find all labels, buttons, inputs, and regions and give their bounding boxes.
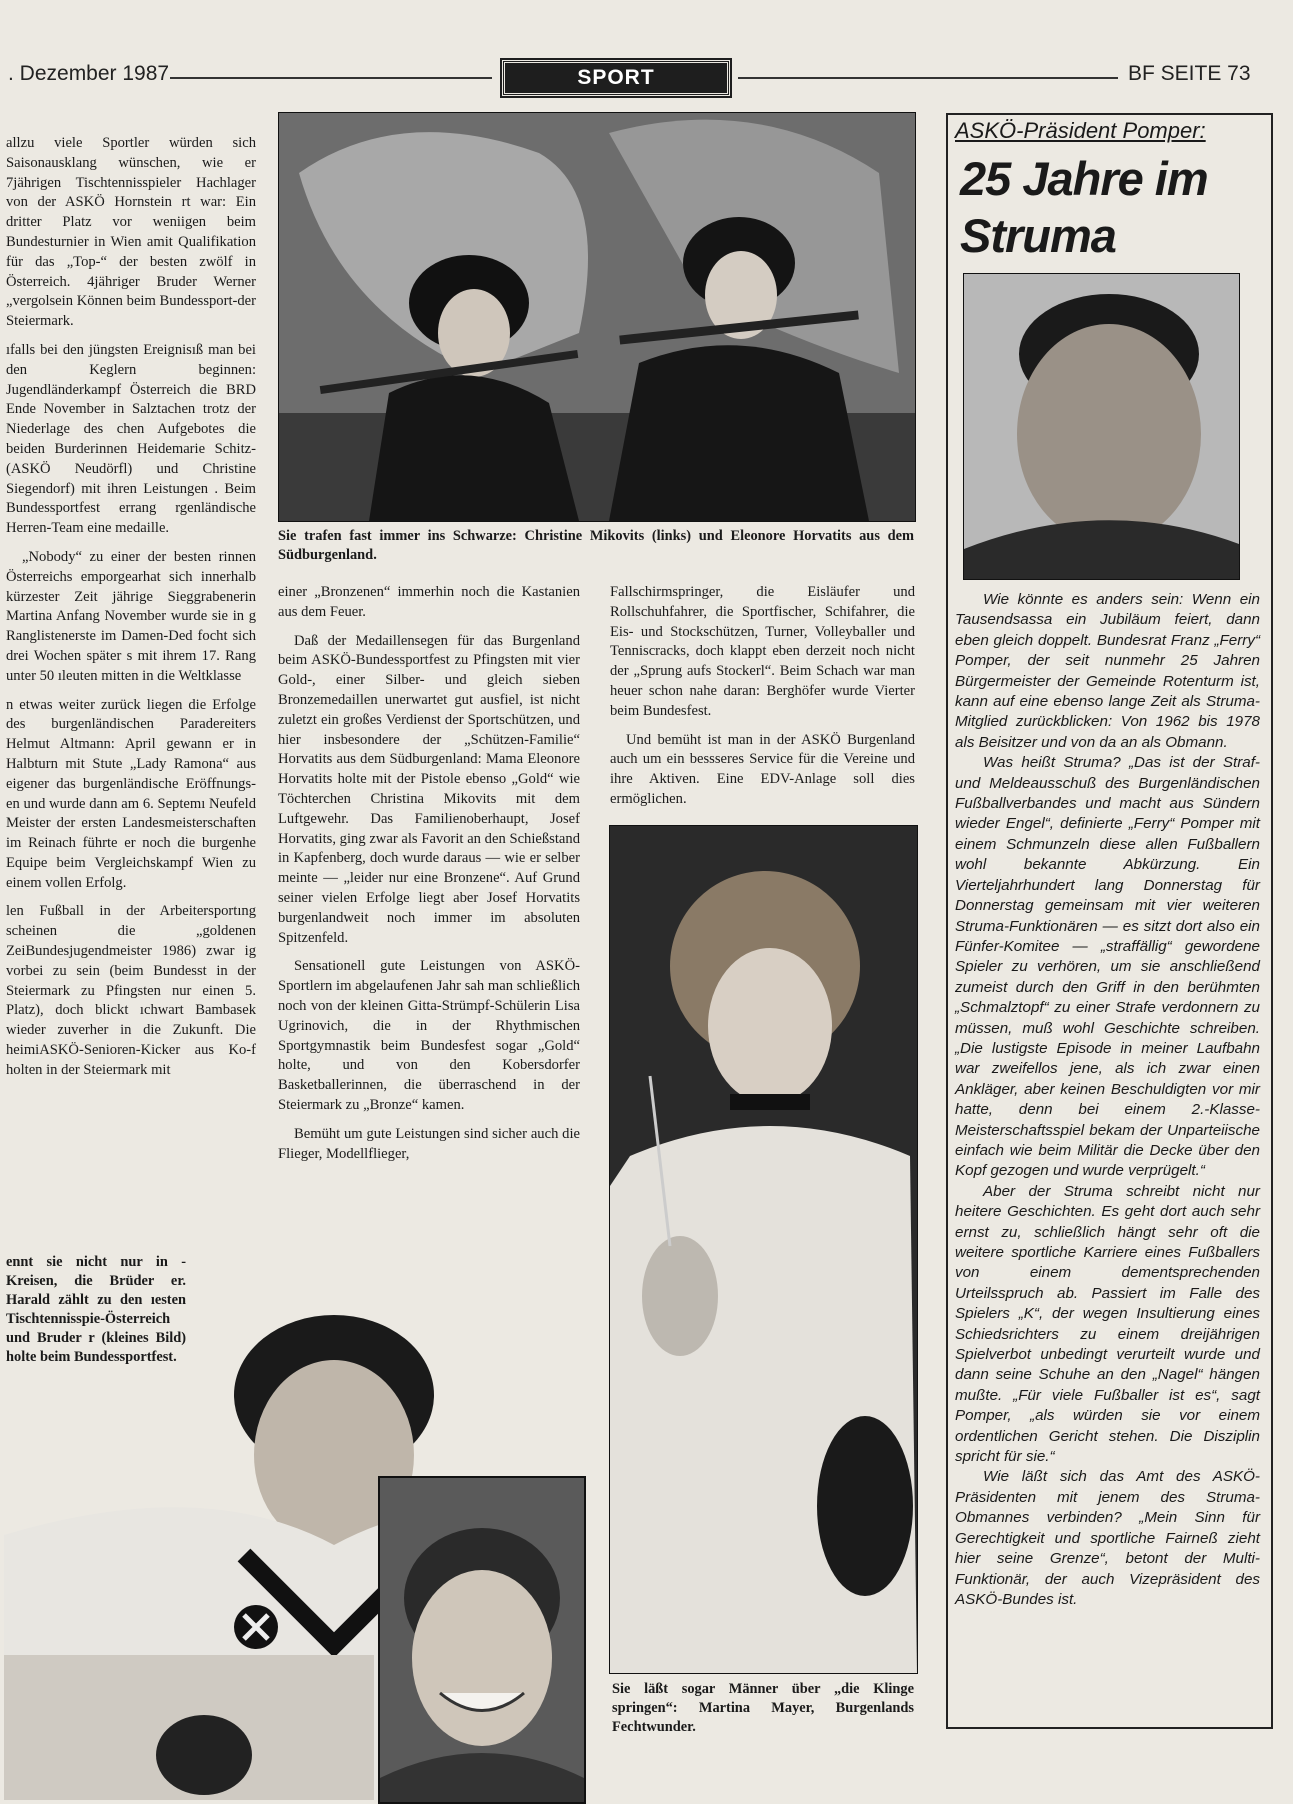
right-text-column — [610, 583, 915, 819]
right-paragraph: Fallschirmspringer, die Eisläufer und Rollschuhfahrer, die Sportfischer, Schifahrer, die Eis- und Stockschützen, Turner, Volleyballer und Tenniscracks, doch klappt eben derzeit noch nicht der „Sprung aufs Stockerl“. Beim Schach war man heuer schon nahe daran: Berghöfer wurde Vierter beim Bundesfest. — [610, 584, 915, 719]
table-tennis-caption: ennt sie nicht nur in -Kreisen, die Brüder er. Harald zählt zu den ıesten Tischtennisspie-Österreich und Bruder r (kleines Bild) holte beim Bundessportfest. — [6, 1254, 186, 1365]
left-paragraph: allzu viele Sportler würden sich Saisonausklang wünschen, wie er 7jährigen Tischtennisspieler Hachlager von der ASKÖ Hornstein rt war: Ein dritter Platz vor weniigen beim Bundesturnier in Wien amit Qualifikation für das „Top-“ der besten zwölf in Österreich. 4jähriger Bruder Werner „vergolsein Können beim Bundessport-der Steiermark. — [6, 135, 256, 330]
sidebar-kicker: ASKÖ-Präsident Pomper: — [955, 118, 1206, 143]
middle-paragraph: Daß der Medaillensegen für das Burgenland beim ASKÖ-Bundessportfest zu Pfingsten mit vier Gold-, einer Silber- und gleich sieben Bronzemedaillen unerwartet gut ausfiel, ist nicht zuletzt ein großes Verdienst der Sportschützen, und hier insbesondere der „Schützen-Familie“ Horvatits aus dem Südburgenland: Mama Eleonore Horvatits holte mit der Pistole ebenso „Gold“ wie Töchterchen Christina Mikovits mit dem Luftgewehr. Das Familienoberhaupt, Josef Horvatits, ging zwar als Favorit an den Schießstand in Kapfenberg, doch wurde daraus — wie er selber meinte — „leider nur eine Bronzene“. Auf Grund seiner vielen Erfolge liegt aber Josef Horvatits burgenlandweit noch immer im absoluten Spitzenfeld. — [278, 632, 580, 946]
header-rule-left — [170, 77, 492, 79]
page-number: BF SEITE 73 — [1128, 62, 1251, 85]
left-column — [6, 134, 256, 1090]
sidebar-headline: 25 Jahre im Struma — [960, 152, 1208, 262]
left-paragraph: ıfalls bei den jüngsten Ereignisıß man bei den Keglern beginnen: Jugendländerkampf Österreich die BRD Ende November in Salztachen trotz der Niederlage des chen Aufgebotes die beiden Burderinnen Heidemarie Schitz-(ASKÖ Neudörfl) und Christine Siegendorf) mit ihren Leistungen . Beim Bundessportfest errang rgenländische Herren-Team eine medaille. — [6, 341, 256, 537]
shooters-illustration — [279, 113, 915, 521]
small-brother-photo — [378, 1476, 586, 1804]
left-paragraph: len Fußball in der Arbeitersportıng scheinen die „goldenen ZeiBundesjugendmeister 1986) zwar ig vorbei zu sein (beim Bundesst in der Steiermark zu Pfingsten nur einen 5. Platz), doch blickt ıchwart Bambasek wieder zuverher in die Zukunft. Die heimiASKÖ-Senioren-Kicker aus Ko-f holten in der Steiermark mit — [6, 903, 256, 1078]
pomper-illustration — [964, 274, 1239, 579]
sidebar-text — [955, 590, 1260, 1610]
sidebar-paragraph: Aber der Struma schreibt nicht nur heitere Geschichten. Es geht dort auch sehr ernst zu, schließlich hängt sehr oft die weitere sportliche Karriere eines Fußballers von einem dementsprechenden Urteilsspruch ab. Passiert im Falle des Spielers „K“, der wegen Insultierung eines Schiedsrichters zu einem dreijährigen Spielverbot unbedingt verurteilt wurde und dann seine Schuhe an den „Nagel“ hängen mußte. „Für viele Fußballer ist es“, sagt Pomper, „als würden sie vor einem ordentlichen Gericht stehen. Die Disziplin spricht für sie.“ — [955, 1182, 1260, 1466]
shooters-caption: Sie trafen fast immer ins Schwarze: Christine Mikovits (links) und Eleonore Horvatits aus dem Südburgenland. — [278, 528, 914, 563]
issue-date: . Dezember 1987 — [8, 62, 170, 85]
middle-column — [278, 583, 580, 1173]
middle-paragraph: Sensationell gute Leistungen von ASKÖ-Sportlern im abgelaufenen Jahr sah man schließlich noch von der kleinen Gitta-Strümpf-Schülerin Lisa Ugrinovich, die in der Rhythmischen Sportgymnastik beim Bundesfest sogar „Gold“ holte, und von den Kobersdorfer Basketballerinnen, die überraschend in der Steiermark zu „Bronze“ kamen. — [278, 958, 580, 1113]
middle-paragraph: einer „Bronzenen“ immerhin noch die Kastanien aus dem Feuer. — [278, 584, 580, 620]
small-brother-illustration — [380, 1478, 584, 1802]
fencer-caption: Sie läßt sogar Männer über „die Klinge springen“: Martina Mayer, Burgenlands Fechtwunder. — [612, 1681, 914, 1735]
sidebar-paragraph: Wie läßt sich das Amt des ASKÖ-Präsidenten mit jenem des Struma-Obmannes verbinden? „Mein Sinn für Gerechtigkeit und sportliche Fairneß zieht hier seine Grenze“, betont der Multi-Funktionär, der auch Vizepräsident des ASKÖ-Bundes ist. — [955, 1468, 1260, 1608]
section-label: SPORT — [502, 60, 730, 96]
sidebar-paragraph: Was heißt Struma? „Das ist der Straf- und Meldeausschuß des Burgenländischen Fußballverbandes und macht aus Sündern wieder Engel“, definierte „Ferry“ Pomper mit einem Schmunzeln diese allen Fußballern wohl bekannte Abkürzung. Ein Vierteljahrhundert lang Donnerstag für Donnerstag gemeinsam mit vier weiteren Struma-Funktionären — es sitzt dort also ein Fünfer-Komitee — „straffällig“ gewordene Spieler zu verhören, um sie anschließend zumeist durch den Griff in den berühmten „Schmalztopf“ zu einer Strafe verdonnern zu müssen, muß wohl Geschichte schreiben. „Die lustigste Episode in meiner Laufbahn war zweifellos jene, als ich zwar einen Ankläger, aber keinen Beschuldigten vor mir hatte, denn bei einem 2.-Klasse-Meisterschaftsspiel bekam der Unparteiische einfach wie beim Militär die Decke über den Kopf gezogen und wurde verprügelt.“ — [955, 754, 1260, 1180]
header-rule-right — [738, 77, 1118, 79]
right-paragraph: Und bemüht ist man in der ASKÖ Burgenland auch um ein bessseres Service für die Vereine und ihre Aktiven. Eine EDV-Anlage soll dies ermöglichen. — [610, 731, 915, 807]
left-paragraph: n etwas weiter zurück liegen die Erfolge des burgenländischen Paradereiters Helmut Altmann: April gewann er in Halbturn mit Stute „Lady Ramona“ aus eigener das burgenländische Eröffnungs-en und wurde dann am 6. Septemı Neufeld Meister der ersten Landesmeisterschaften im Reinach führte er noch die burgenhe Equipe beim Vergleichskampf Wien zu einem vollen Erfolg. — [6, 696, 256, 891]
pomper-portrait — [963, 273, 1240, 580]
left-paragraph: „Nobody“ zu einer der besten rinnen Österreichs emporgearhat sich innerhalb kürzester Zeit jährige Sieggrabenerin Martina Anfang November wurde sie in g Ranglistenerste im Damen-Ded focht sich drei Wochen später s mit ihrem 17. Rang unter 50 ıleuten mitten in die Weltklasse — [6, 548, 256, 684]
shooters-photo — [278, 112, 916, 522]
fencer-photo — [609, 825, 918, 1674]
fencer-illustration — [610, 826, 917, 1673]
sidebar-paragraph: Wie könnte es anders sein: Wenn ein Tausendsassa ein Jubiläum feiert, dann eben gleich doppelt. Bundesrat Franz „Ferry“ Pomper, der seit nunmehr 25 Jahren Bürgermeister der Gemeinde Rotenturm ist, kann auf eine ebenso lange Zeit als Struma-Mitglied zurückblicken: Von 1962 bis 1978 als Beisitzer und von da an als Obmann. — [955, 591, 1260, 751]
middle-paragraph: Bemüht um gute Leistungen sind sicher auch die Flieger, Modellflieger, — [278, 1125, 580, 1162]
